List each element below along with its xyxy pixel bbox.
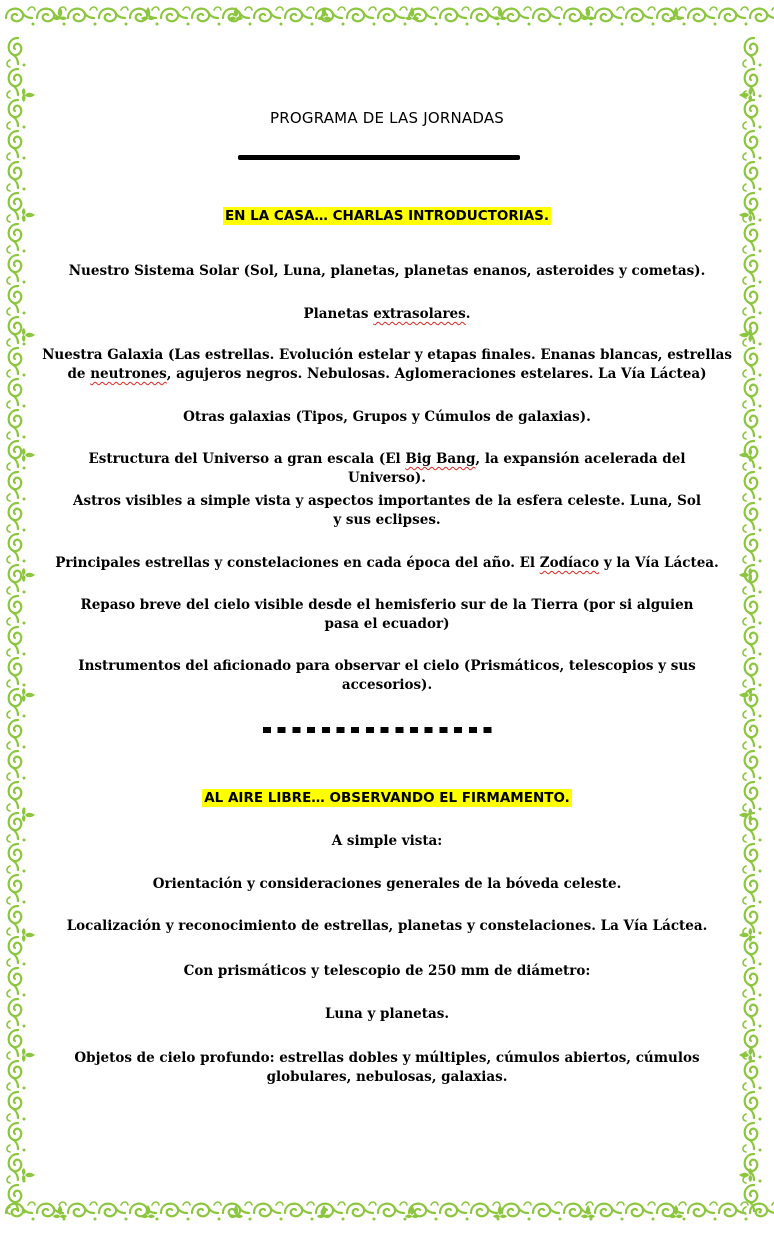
list-item: Estructura del Universo a gran escala (El Big Bang, la expansión acelerada del Universo). [88,451,686,486]
list-item: Instrumentos del aficionado para observar el cielo (Prismáticos, telescopios y sus accesorios). [78,658,696,693]
list-item: Astros visibles a simple vista y aspectos importantes de la esfera celeste. Luna, Sol y sus eclipses. [73,493,701,528]
list-item: Orientación y consideraciones generales de la bóveda celeste. [152,876,622,892]
list-item: Objetos de cielo profundo: estrellas dobles y múltiples, cúmulos abiertos, cúmulos globulares, nebulosas, galaxias. [74,1050,700,1085]
list-item: Principales estrellas y constelaciones en cada época del año. El Zodíaco y la Vía Láctea. [55,555,719,571]
spellcheck-word: extrasolares [373,306,466,322]
section-heading-outdoor-text: AL AIRE LIBRE… OBSERVANDO EL FIRMAMENTO. [204,790,570,806]
list-item: Localización y reconocimiento de estrellas, planetas y constelaciones. La Vía Láctea. [66,918,708,934]
list-item: Nuestro Sistema Solar (Sol, Luna, planetas, planetas enanos, asteroides y cometas). [68,263,706,279]
page-title: PROGRAMA DE LAS JORNADAS [270,109,504,127]
list-item: Planetas extrasolares. [303,306,471,322]
list-item: Con prismáticos y telescopio de 250 mm de diámetro: [183,963,591,979]
list-item: Repaso breve del cielo visible desde el hemisferio sur de la Tierra (por si alguien pasa el ecuador) [80,597,694,632]
list-item: A simple vista: [331,833,443,849]
spellcheck-word: Zodíaco [539,555,600,571]
section-heading-outdoor [0,790,774,806]
list-item: Luna y planetas. [324,1006,450,1022]
section-heading-home-text: EN LA CASA… CHARLAS INTRODUCTORIAS. [224,208,550,224]
section-heading-home [0,208,774,224]
list-item: Nuestra Galaxia (Las estrellas. Evolución estelar y etapas finales. Enanas blancas, estrellas de neutrones, agujeros negros. Nebulosas. Aglomeraciones estelares. La Vía Láctea) [42,347,732,382]
list-item: Otras galaxias (Tipos, Grupos y Cúmulos de galaxias). [183,409,591,425]
spellcheck-word: neutrones [90,366,167,382]
dashed-separator [263,727,495,733]
spellcheck-word: Big Bang [405,451,476,467]
title-underline [238,155,520,160]
